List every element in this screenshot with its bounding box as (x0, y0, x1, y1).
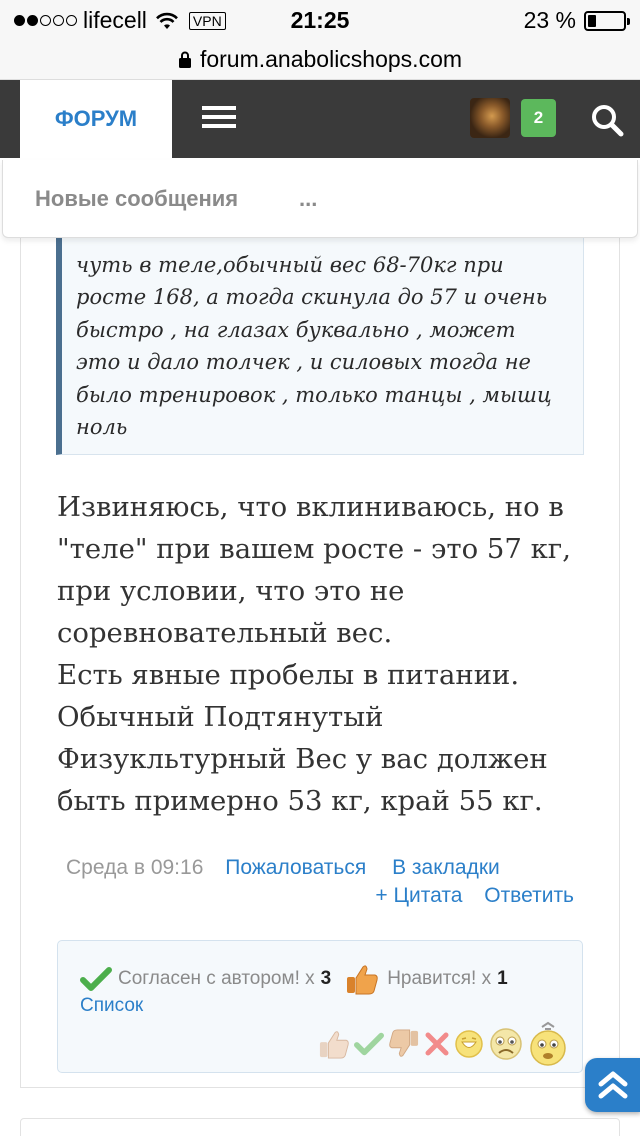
quote-line: это и дало толчек , и силовых тогда не (76, 350, 531, 374)
message-line: быть примерно 53 кг, край 55 кг. (57, 785, 543, 817)
quote-line: ноль (76, 415, 128, 439)
quote-text (76, 231, 576, 455)
agree-label: Согласен с автором! x (118, 968, 315, 989)
search-icon[interactable] (590, 103, 624, 137)
check-icon (80, 966, 112, 992)
carrier-name: lifecell (83, 7, 147, 33)
report-link[interactable]: Пожаловаться (225, 856, 367, 879)
like-count: 1 (497, 968, 508, 989)
quote-block (56, 230, 584, 455)
ratings-list-link[interactable]: Список (80, 995, 144, 1016)
lock-icon (178, 51, 192, 68)
battery-icon (584, 11, 626, 31)
quote-line: было тренировок , только танцы , мышц (76, 382, 552, 407)
ratings-box (57, 940, 583, 1073)
message-line: "теле" при вашем росте - это 57 кг, (57, 533, 571, 565)
url-text: forum.anabolicshops.com (199, 46, 463, 72)
thumbs-down-icon[interactable] (388, 1029, 420, 1059)
message-line: Обычный Подтянутый (57, 701, 384, 733)
quote-line: росте 168, а тогда скинула до 57 и очень (76, 285, 548, 309)
double-chevron-up-icon (585, 1058, 640, 1112)
new-posts-link[interactable]: Новые сообщения (35, 186, 239, 211)
bookmark-link[interactable]: В закладки (392, 856, 500, 879)
check-icon[interactable] (354, 1031, 384, 1057)
cross-icon[interactable] (424, 1031, 450, 1057)
dizzy-icon[interactable] (528, 1021, 568, 1067)
sad-icon[interactable] (488, 1027, 524, 1061)
avatar[interactable] (470, 98, 510, 138)
vpn-indicator: VPN (189, 12, 226, 30)
thumbs-up-icon[interactable] (318, 1029, 350, 1059)
rating-buttons (318, 1021, 568, 1067)
thumbs-up-icon (345, 963, 379, 995)
message-line: Физукльтурный Вес у вас должен (57, 743, 548, 775)
more-menu[interactable]: ... (299, 186, 318, 211)
address-bar[interactable] (0, 40, 640, 80)
sub-navigation (2, 160, 638, 238)
next-post-container (20, 1118, 620, 1136)
hamburger-icon[interactable] (202, 106, 236, 128)
like-label: Нравится! x (387, 968, 492, 989)
post-message (57, 486, 617, 822)
message-line: Извиняюсь, что вклиниваюсь, но в (57, 491, 564, 523)
status-bar (0, 0, 640, 40)
clock: 21:25 (290, 7, 350, 33)
grin-icon[interactable] (454, 1029, 484, 1059)
tab-forum[interactable]: ФОРУМ (20, 80, 172, 158)
quote-button[interactable]: + Цитата (375, 884, 463, 907)
message-line: Есть явные пробелы в питании. (57, 659, 520, 691)
quote-line: чуть в теле,обычный вес 68-70кг при (76, 252, 504, 277)
message-line: соревновательный вес. (57, 617, 393, 649)
scroll-to-top-button[interactable] (585, 1058, 640, 1112)
reply-button[interactable]: Ответить (484, 884, 574, 907)
post-actions (359, 884, 574, 908)
notification-badge[interactable]: 2 (521, 99, 556, 137)
post-meta (66, 856, 520, 880)
message-line: при условии, что это не (57, 575, 405, 607)
post-date: Среда в 09:16 (66, 856, 204, 879)
battery-percent: 23 % (523, 7, 576, 33)
ratings-summary (80, 963, 508, 995)
agree-count: 3 (320, 968, 332, 989)
quote-line: быстро , на глазах буквально , может (76, 317, 516, 342)
